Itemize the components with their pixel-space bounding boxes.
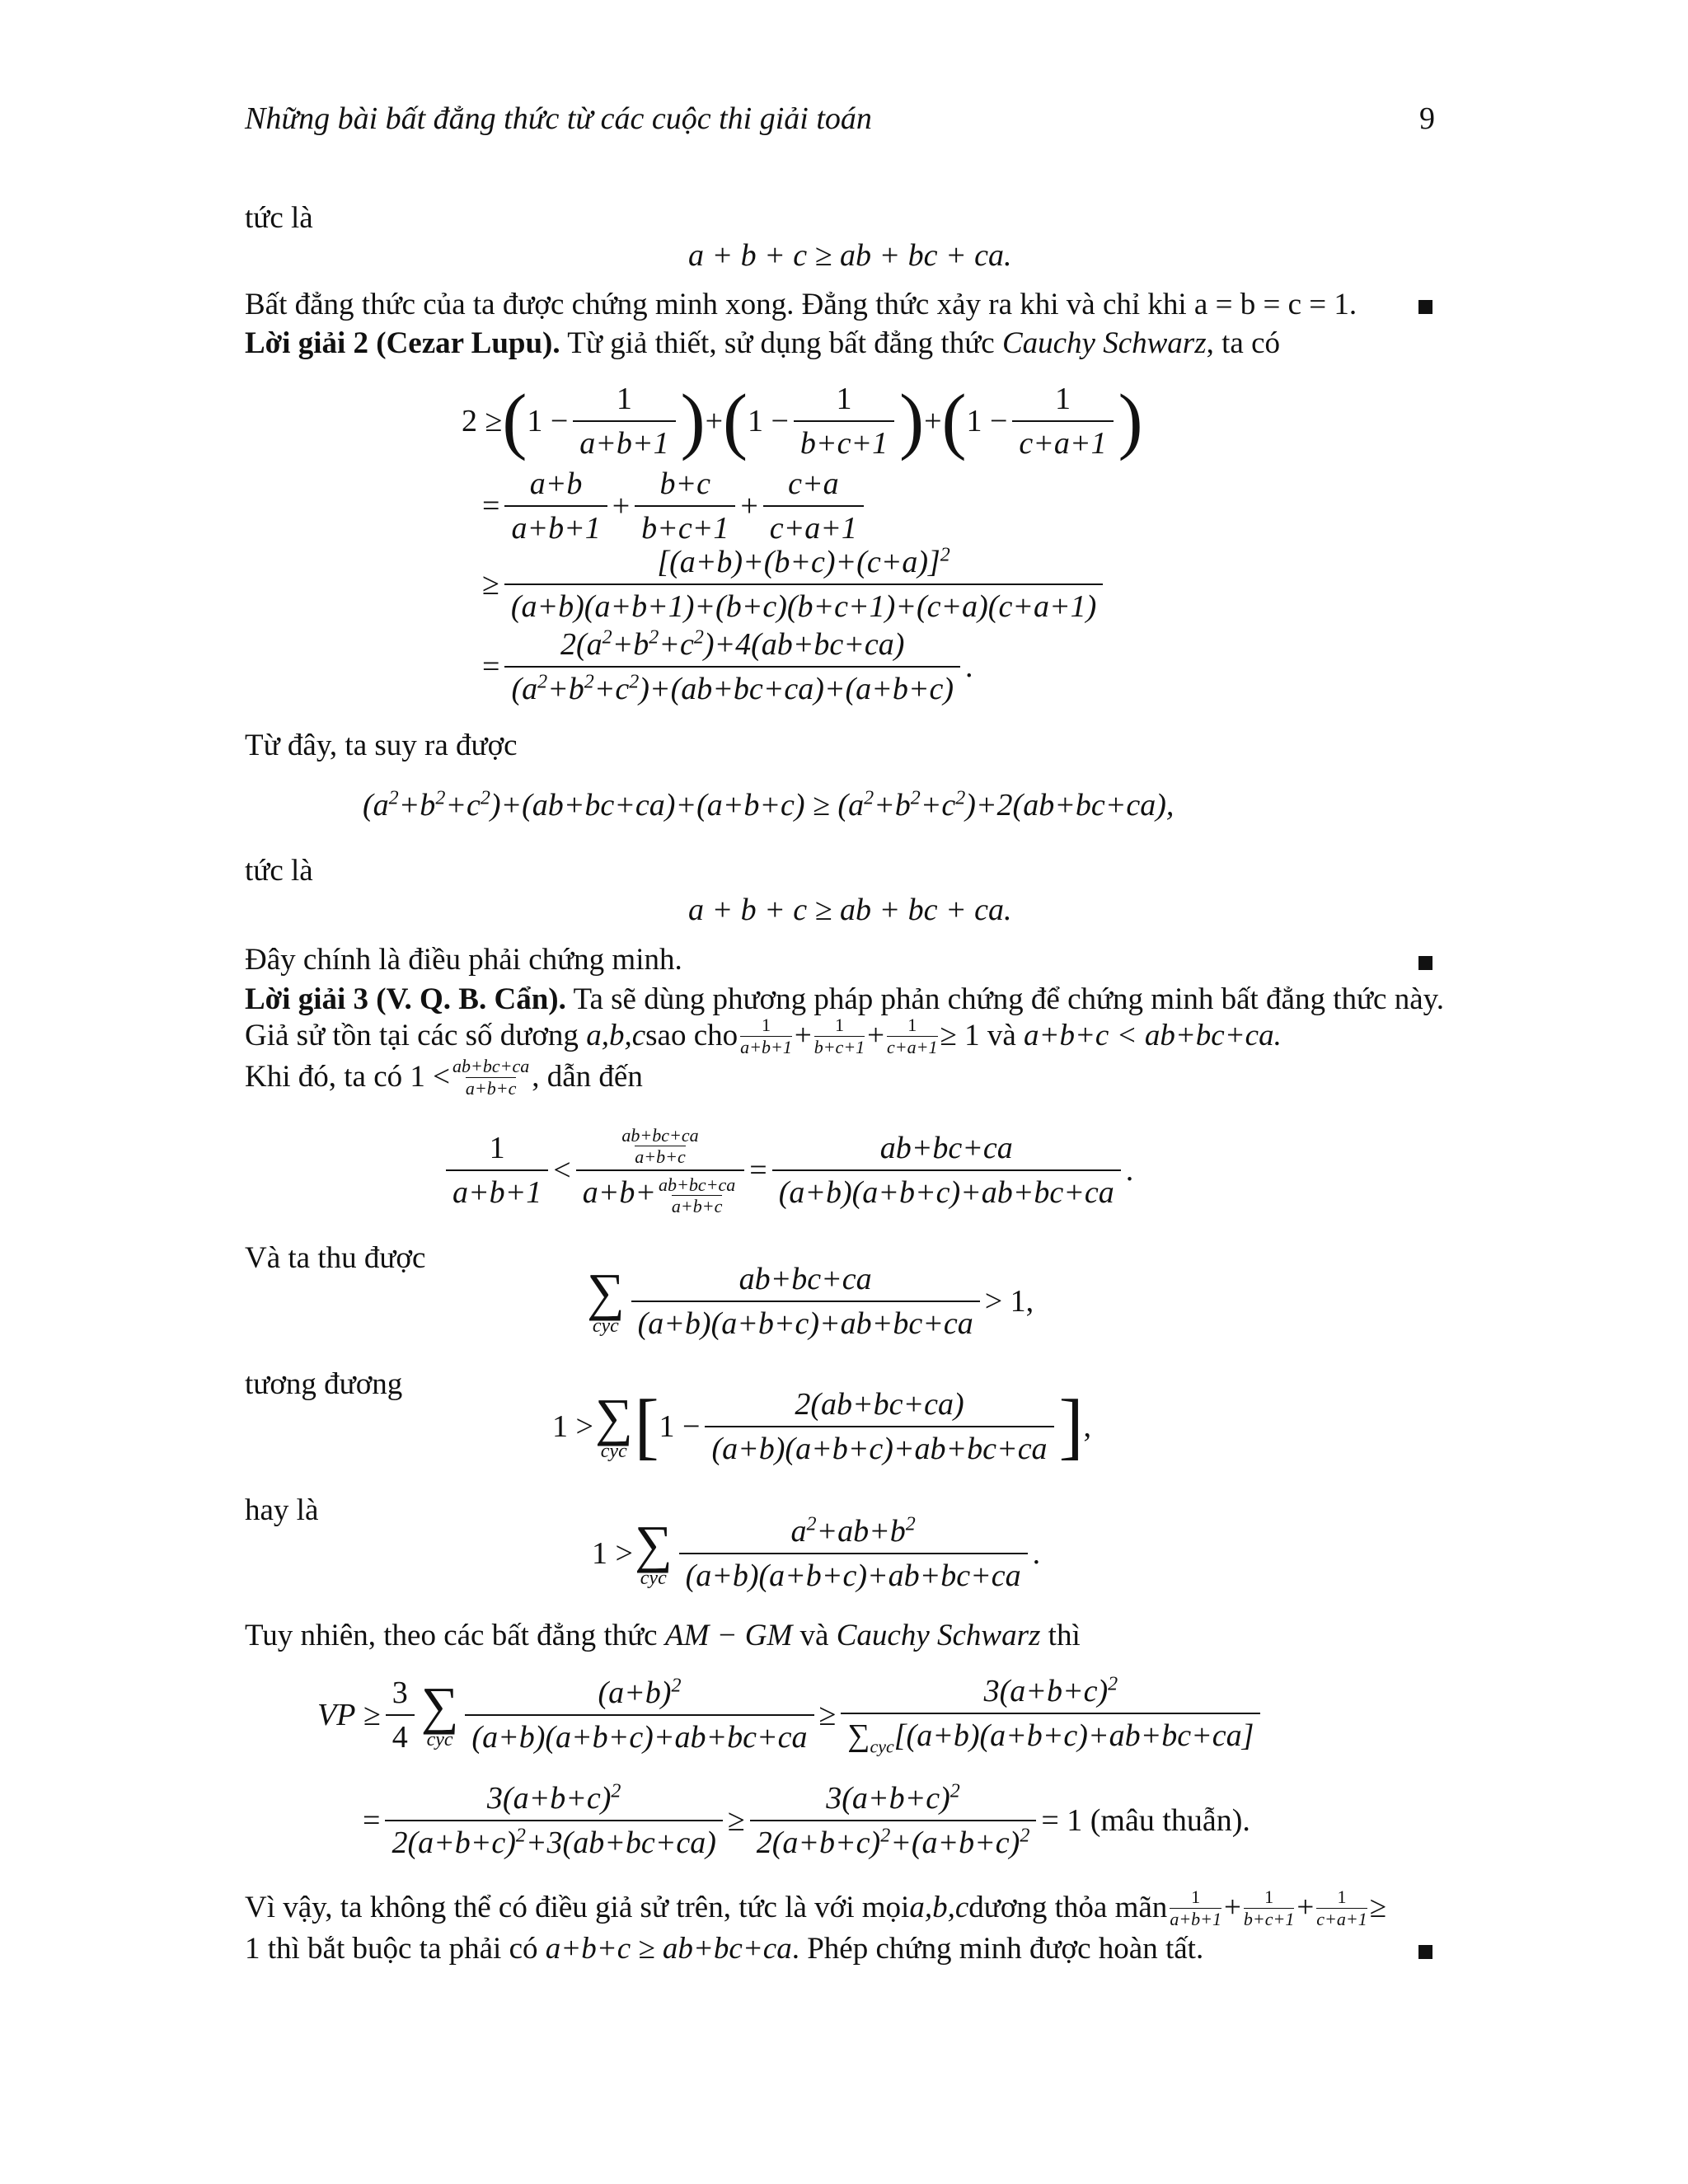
solution-3-line3: Khi đó, ta có 1 < ab+bc+ca a+b+c , dẫn đến bbox=[245, 1056, 643, 1099]
final-line-2: 1 thì bắt buộc ta phải có a+b+c ≥ ab+bc+ca. Phép chứng minh được hoàn tất. bbox=[245, 1932, 1204, 1966]
final-a: Vì vậy, ta không thể có điều giả sử trên, tức là với mọi bbox=[245, 1891, 910, 1924]
running-header: Những bài bất đẳng thức từ các cuộc thi giải toán bbox=[245, 101, 872, 136]
equation-s2-line2: = $\frac{a+b}{a+b+1}$ + $\frac{b+c}{b+c+1}$ + $\frac{c+a}{c+a+1}$ bbox=[482, 466, 869, 546]
solution-3-line2b: sao cho bbox=[645, 1019, 738, 1052]
text-conclusion-1: Bất đẳng thức của ta được chứng minh xong. Đẳng thức xảy ra khi và chỉ khi a = b = c = 1. bbox=[245, 288, 1357, 321]
text-tuy-nhien-b: và bbox=[792, 1619, 837, 1652]
equation-s3-4: 1 > ∑ cyc $\frac{a^2+ab+b^2}{(a+b)(a+b+c)+ab+bc+ca}$ . bbox=[592, 1513, 1041, 1593]
text-tuy-nhien-a: Tuy nhiên, theo các bất đẳng thức bbox=[245, 1619, 665, 1652]
equation-s3-5: VP ≥ $\frac{3}{4}$ ∑ cyc $\frac{(a+b)^2}{(a+b)(a+b+c)+ab+bc+ca}$ ≥ $\frac{3(a+b+c)^2}{\sum_{cyc}[(a+b)(a+b+c)+ab+bc+ca]}$ bbox=[317, 1673, 1265, 1758]
equation-ineq-1: a + b + c ≥ ab + bc + ca. bbox=[688, 238, 1012, 273]
equation-s3-1: $\frac{1}{a+b+1}$ < $\frac{ab+bc+ca}{a+b+c}$ a+b+ $\frac{ab+bc+ca}{a+b+c}$ = $\frac{ab+bc+ca}{(a+b)(a+b+c)+ab+bc+ca}$ . bbox=[441, 1125, 1133, 1216]
solution-3-line3b: , dẫn đến bbox=[532, 1060, 643, 1094]
equation-s3-3: 1 > ∑ cyc [ 1 − $\frac{2(ab+bc+ca)}{(a+b)(a+b+c)+ab+bc+ca}$ ] , bbox=[552, 1385, 1092, 1467]
qed-mark-1 bbox=[1418, 300, 1432, 314]
qed-mark-3 bbox=[1418, 1945, 1432, 1959]
solution-3-line2: Giả sử tồn tại các số dương a,b,c sao cho 1 a+b+1 + 1 b+c+1 + $\frac{1}{c+a+1}$ ≥ 1 và a+b+c < ab+bc+ca. bbox=[245, 1015, 1282, 1057]
solution-3-line1: Ta sẽ dùng phương pháp phản chứng để chứng minh bất đẳng thức này. bbox=[565, 982, 1445, 1016]
text-suy-ra: Từ đây, ta suy ra được bbox=[245, 729, 518, 762]
final-b: dương thỏa mãn bbox=[968, 1891, 1168, 1924]
page-number: 9 bbox=[1419, 101, 1435, 136]
solution-3-line2c: ≥ 1 và bbox=[940, 1019, 1016, 1052]
final-line-1: Vì vậy, ta không thể có điều giả sử trên, tức là với mọi a,b,c dương thỏa mãn 1 a+b+1 + 1 b+c+1 + 1 c+a+1 ≥ bbox=[245, 1886, 1387, 1929]
solution-2-text-b: , ta có bbox=[1206, 326, 1280, 360]
equation-s2-line4: = $\frac{2(a^2+b^2+c^2)+4(ab+bc+ca)}{(a^2+b^2+c^2)+(ab+bc+ca)+(a+b+c)}$ . bbox=[482, 626, 973, 706]
solution-3-line3a: Khi đó, ta có 1 < bbox=[245, 1060, 450, 1094]
equation-s3-2: ∑ cyc $\frac{ab+bc+ca}{(a+b)(a+b+c)+ab+bc+ca}$ > 1, bbox=[587, 1262, 1034, 1341]
final-c: 1 thì bắt buộc ta phải có bbox=[245, 1932, 546, 1966]
solution-2-intro bbox=[245, 323, 1280, 364]
text-cs: Cauchy Schwarz bbox=[836, 1619, 1041, 1652]
equation-ineq-2: a + b + c ≥ ab + bc + ca. bbox=[688, 893, 1012, 927]
solution-3-label: Lời giải 3 (V. Q. B. Cẩn). bbox=[245, 982, 566, 1016]
final-d: . Phép chứng minh được hoàn tất. bbox=[791, 1932, 1204, 1966]
text-tuong-duong: tương đương bbox=[245, 1367, 403, 1401]
contradiction-label: (mâu thuẫn). bbox=[1090, 1803, 1250, 1838]
solution-2-cs: Cauchy Schwarz bbox=[1001, 326, 1207, 360]
text-tuc-la-1: tức là bbox=[245, 201, 313, 235]
equation-s3-6: = $\frac{3(a+b+c)^2}{2(a+b+c)^2+3(ab+bc+ca)}$ ≥ $\frac{3(a+b+c)^2}{2(a+b+c)^2+(a+b+c)^2}$ = 1 (mâu thuẫn). bbox=[363, 1780, 1250, 1860]
text-amgm: AM − GM bbox=[664, 1619, 793, 1652]
solution-3-intro bbox=[245, 979, 1444, 1020]
text-tuy-nhien bbox=[245, 1615, 1081, 1657]
equation-derived: $(a^2+b^2+c^2)+(ab+bc+ca)+(a+b+c) \ge (a^2+b^2+c^2)+2(ab+bc+ca)$, bbox=[363, 787, 1175, 823]
text-conclusion-2: Đây chính là điều phải chứng minh. bbox=[245, 943, 682, 977]
text-tuy-nhien-c: thì bbox=[1040, 1619, 1081, 1652]
solution-2-label: Lời giải 2 (Cezar Lupu). bbox=[245, 326, 560, 360]
text-va-ta-thu-duoc: Và ta thu được bbox=[245, 1241, 426, 1275]
equation-s2-line1: 2 ≥ ( 1 − $\frac{1}{a+b+1}$ ) + ( 1 − $\frac{1}{b+c+1}$ ) + ( 1 − $\frac{1}{c+a+1}$ ) bbox=[462, 380, 1143, 462]
solution-3-line2a: Giả sử tồn tại các số dương bbox=[245, 1019, 579, 1052]
text-hay-la: hay là bbox=[245, 1493, 319, 1527]
solution-2-text-a: Từ giả thiết, sử dụng bất đẳng thức bbox=[560, 326, 1002, 360]
equation-s2-line3: ≥ $\frac{[(a+b)+(b+c)+(c+a)]^2}{(a+b)(a+b+1)+(b+c)(b+c+1)+(c+a)(c+a+1)}$ bbox=[482, 544, 1108, 625]
text-tuc-la-2: tức là bbox=[245, 854, 313, 888]
qed-mark-2 bbox=[1418, 956, 1432, 970]
